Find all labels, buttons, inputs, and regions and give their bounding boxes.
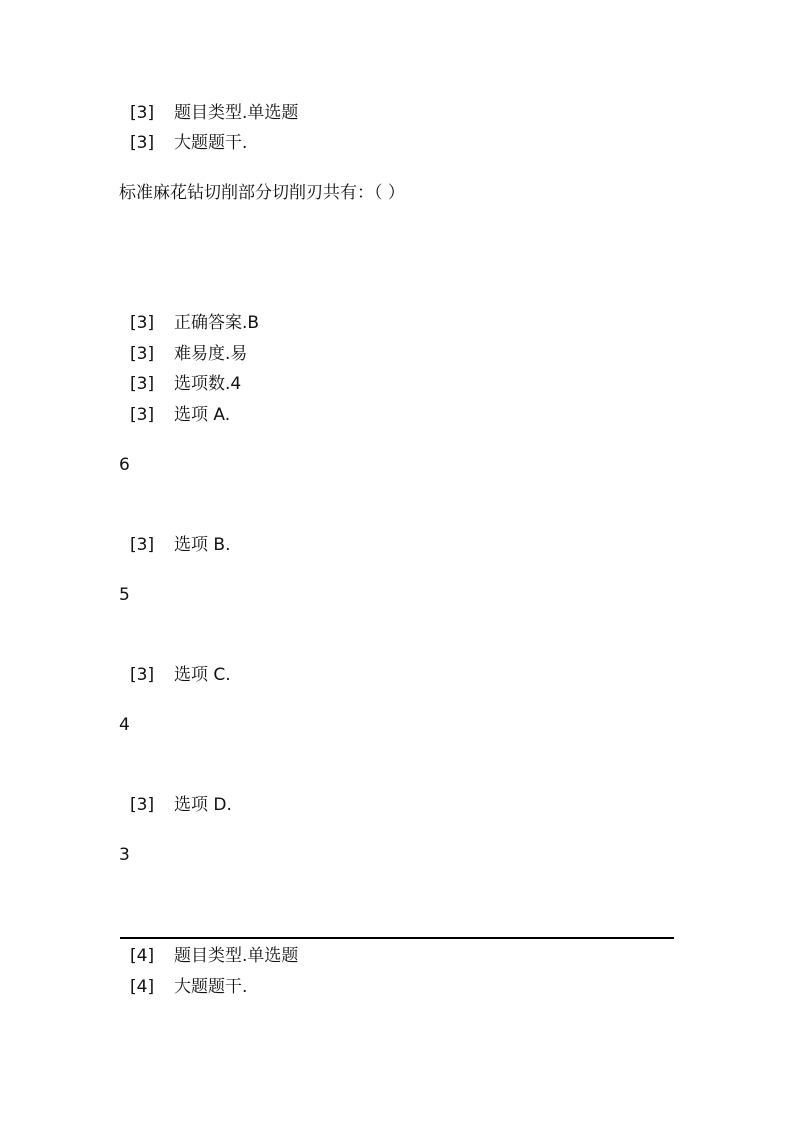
q3-option-a-value: 6 <box>119 455 130 475</box>
q3-type-line <box>130 102 298 124</box>
q3-answer-line <box>130 312 259 334</box>
q3-option-d-label-line <box>130 794 232 816</box>
q3-stem-label: 大题题干. <box>174 133 248 153</box>
q3-number: [3] <box>130 344 155 364</box>
q3-option-c-label: 选项 C. <box>174 665 231 685</box>
q3-stem-text: 标准麻花钻切削部分切削刃共有：（ ） <box>119 183 405 203</box>
q4-stem-label: 大题题干. <box>174 977 248 997</box>
q3-number: [3] <box>130 374 155 394</box>
question-divider <box>120 937 674 939</box>
q3-option-count-text: 选项数.4 <box>174 374 242 394</box>
q3-option-b-value: 5 <box>119 585 130 605</box>
q3-option-c-value: 4 <box>119 715 130 735</box>
q4-number: [4] <box>130 977 155 997</box>
q3-number: [3] <box>130 665 155 685</box>
q3-number: [3] <box>130 133 155 153</box>
q3-number: [3] <box>130 795 155 815</box>
q3-option-d-value: 3 <box>119 845 130 865</box>
q3-option-a-label: 选项 A. <box>174 405 231 425</box>
q3-option-b-label-line <box>130 534 230 556</box>
q4-stem-line <box>130 976 247 998</box>
q3-type-text: 题目类型.单选题 <box>174 103 299 123</box>
q3-stem-line <box>130 132 247 154</box>
q3-option-b-label: 选项 B. <box>174 535 231 555</box>
q4-type-text: 题目类型.单选题 <box>174 946 299 966</box>
q3-answer-text: 正确答案.B <box>174 313 260 333</box>
q3-option-d-label: 选项 D. <box>174 795 232 815</box>
q4-number: [4] <box>130 946 155 966</box>
q4-type-line <box>130 945 298 967</box>
q3-number: [3] <box>130 103 155 123</box>
q3-option-c-label-line <box>130 664 231 686</box>
q3-number: [3] <box>130 405 155 425</box>
q3-difficulty-line <box>130 343 247 365</box>
q3-number: [3] <box>130 535 155 555</box>
q3-option-a-label-line <box>130 404 230 426</box>
q3-number: [3] <box>130 313 155 333</box>
q3-option-count-line <box>130 373 241 395</box>
q3-difficulty-text: 难易度.易 <box>174 344 248 364</box>
